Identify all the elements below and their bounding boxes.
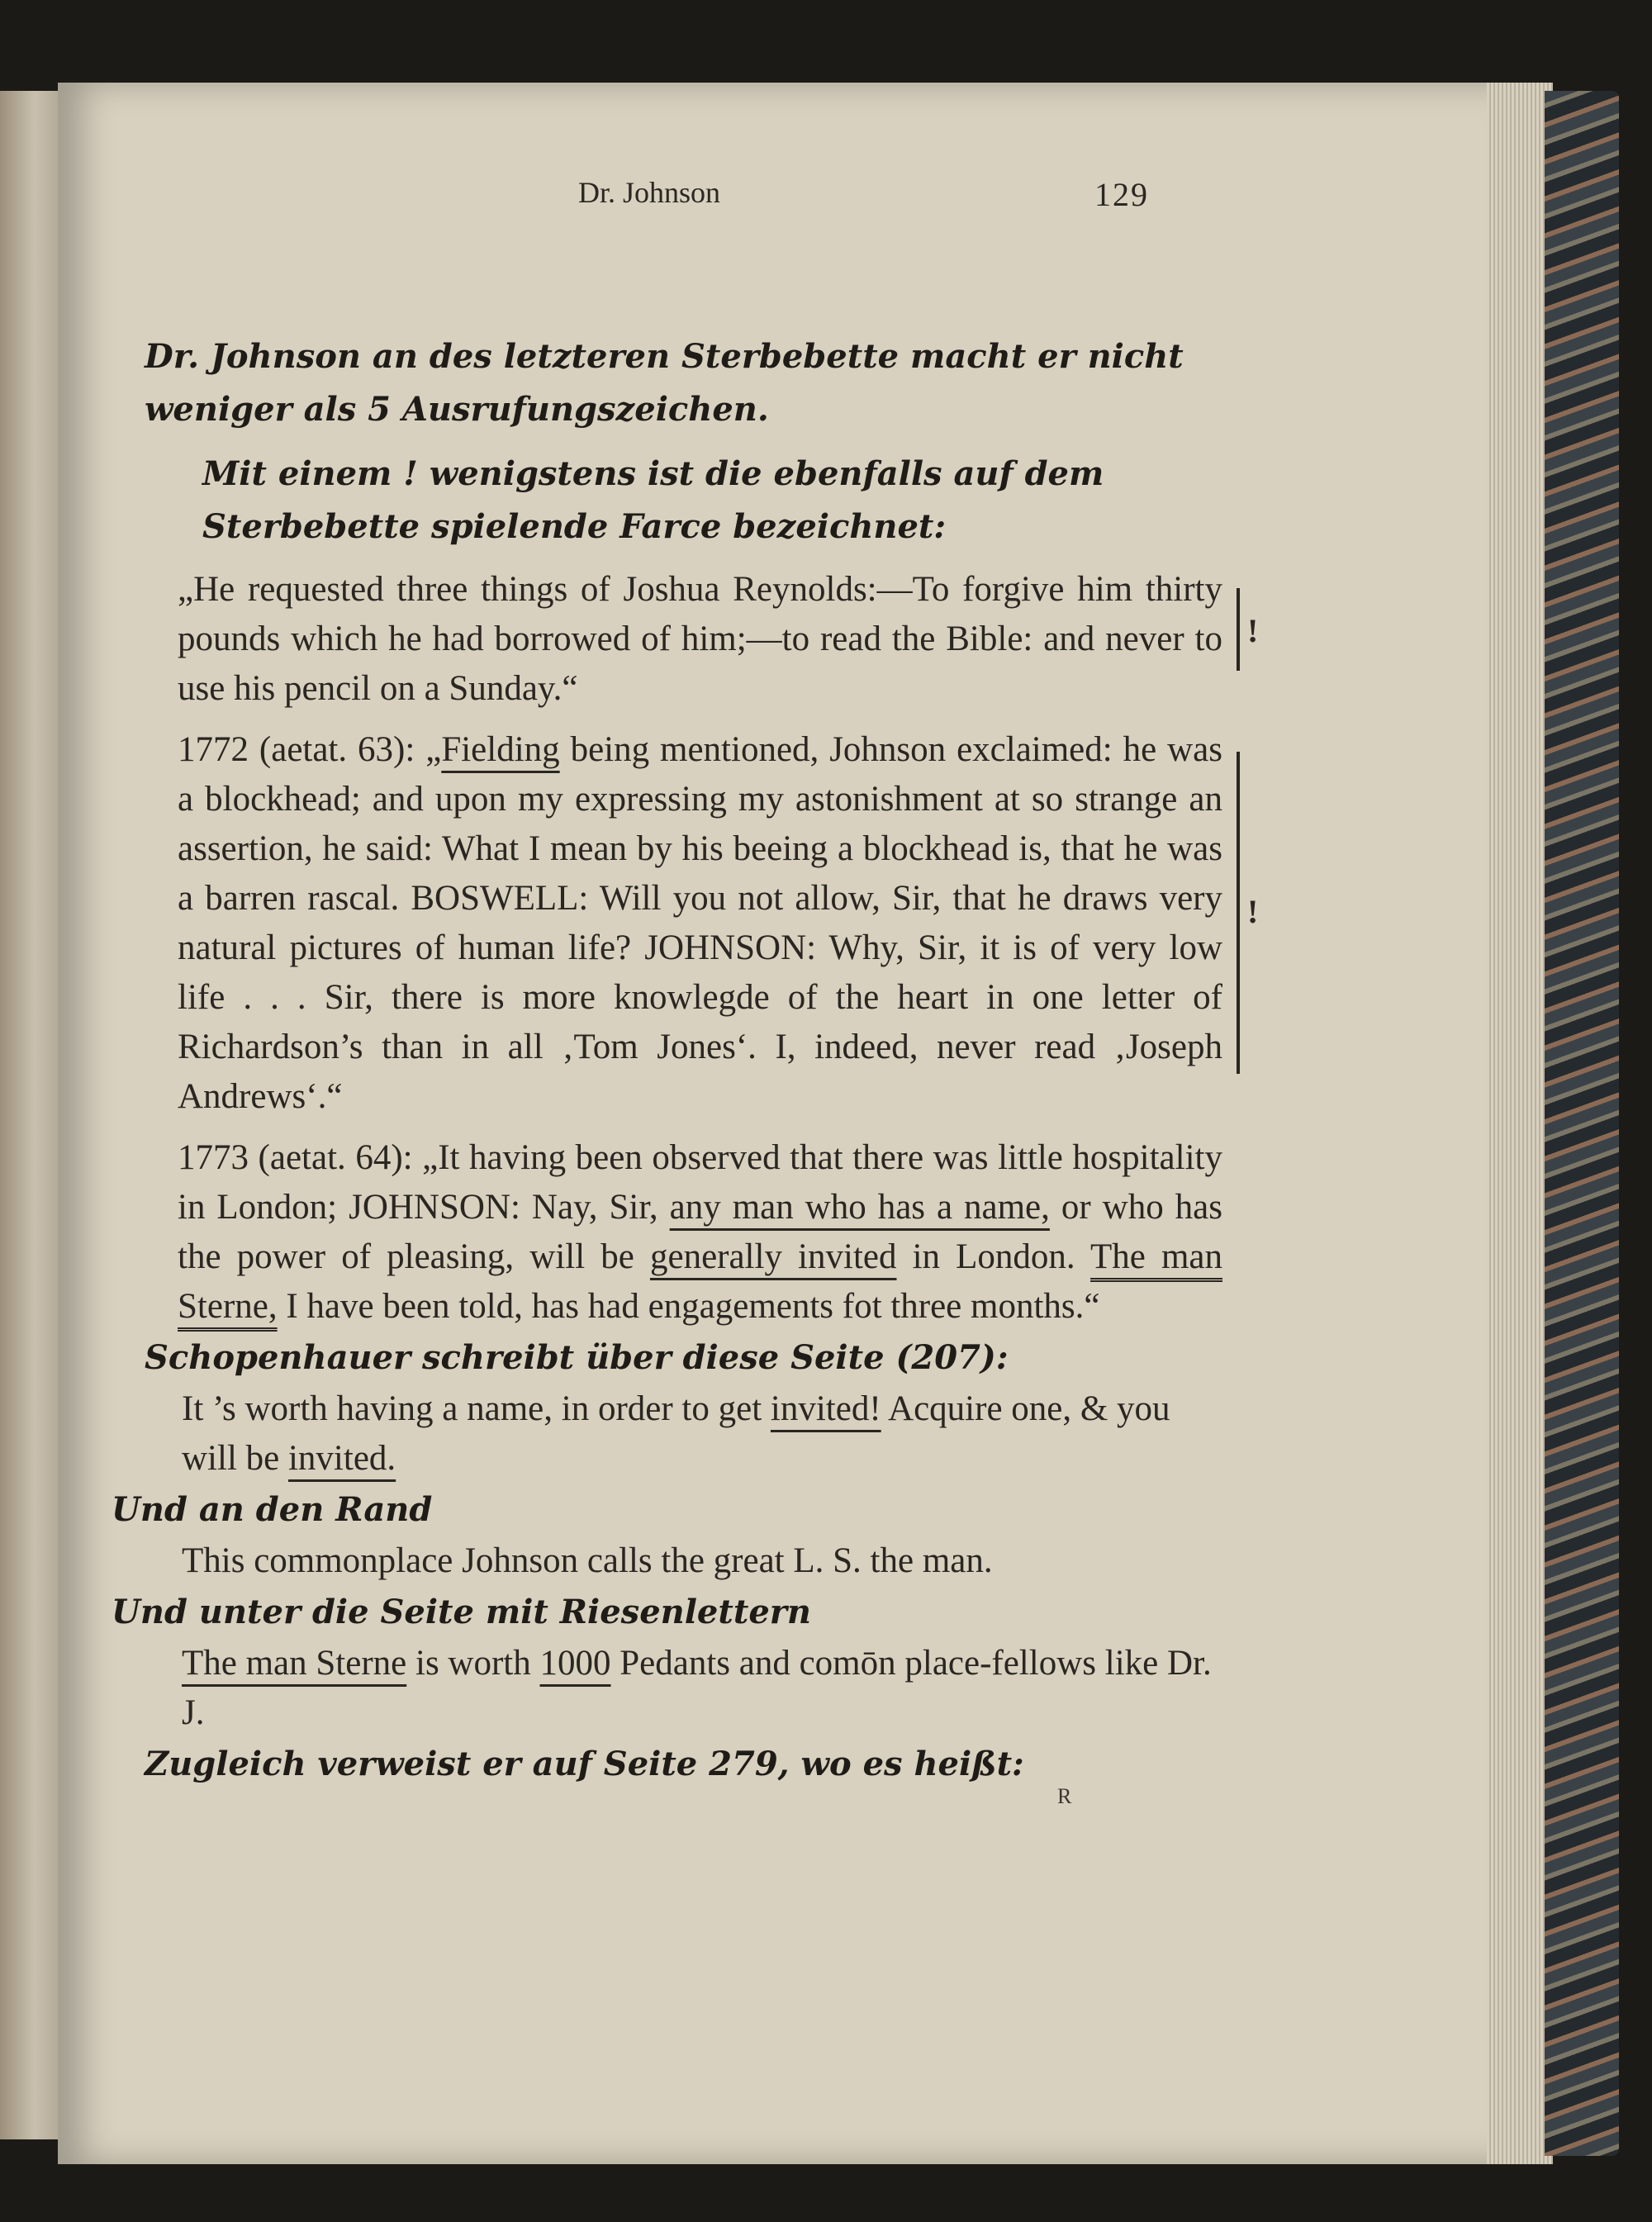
quote-reynolds: „He requested three things of Joshua Reynolds:—To forgive him thirty pounds which he had borrowed of him;—to read the Bible: and never to use his pencil on a Sunday.“ xyxy=(178,570,1222,708)
underline-fielding: Fielding xyxy=(441,730,560,769)
underline-generally-invited: generally invited xyxy=(649,1237,897,1276)
note-sterne-end: Pedants and comōn place-fellows like Dr. J. xyxy=(182,1644,1212,1732)
paragraph-schopenhauer: Schopenhauer schreibt über diese Seite (207): xyxy=(145,1338,1009,1377)
underline-man-sterne-2: The man Sterne xyxy=(182,1644,407,1683)
quote-fielding-date: 1772 (aetat. 63): „ xyxy=(178,730,442,769)
note-sterne xyxy=(145,1639,1222,1738)
note-invited-start: It ’s worth having a name, in order to get xyxy=(182,1389,771,1428)
underline-invited-2: invited. xyxy=(287,1439,396,1478)
note-sterne-mid: is worth xyxy=(406,1644,540,1683)
marbled-cover-edge xyxy=(1545,91,1619,2156)
quote-hospitality-mid2: in London. xyxy=(896,1237,1091,1276)
quote-hospitality-mid: or who has the power of pleasing, will be xyxy=(178,1188,1222,1276)
underline-invited-1: invited! xyxy=(770,1389,881,1428)
paragraph-intro: Dr. Johnson an des letzteren Sterbebette macht er nicht weniger als 5 Ausrufungszeichen. xyxy=(145,337,1184,429)
quote-hospitality-end: I have been told, has had engagements fot three months.“ xyxy=(277,1287,1100,1326)
note-invited xyxy=(145,1384,1222,1484)
underline-any-man: any man who has a name, xyxy=(669,1188,1050,1227)
quote-fielding xyxy=(145,725,1222,1122)
paragraph-farce: Mit einem ! wenigstens ist die ebenfalls auf dem Sterbebette spielende Farce bezeichnet: xyxy=(202,454,1104,546)
margin-line-1 xyxy=(1237,588,1240,671)
signature-mark: R xyxy=(1057,1784,1072,1808)
note-commonplace: This commonplace Johnson calls the great L. S. the man. xyxy=(182,1541,993,1580)
page-body xyxy=(112,330,1223,1791)
quote-fielding-text: being mentioned, Johnson exclaimed: he was a blockhead; and upon my expressing my astonishment at so strange an assertion, he said: What I mean by his beeing a blockhead is, that he was a barren rascal. BOSWELL: Will you not allow, Sir, that he draws very natural pictures of human life? JOHNSON: Why, Sir, it is of very low life . . . Sir, there is more knowlegde of the heart in one letter of Richardson’s than in all ‚Tom Jones‘. I, indeed, never read ‚Joseph Andrews‘.“ xyxy=(178,730,1222,1116)
left-page-edge xyxy=(0,91,60,2139)
running-title: Dr. Johnson xyxy=(578,176,721,209)
paragraph-margin: Und an den Rand xyxy=(112,1490,433,1529)
page-number: 129 xyxy=(1094,176,1149,213)
margin-exclamation-2: ! xyxy=(1247,893,1259,930)
margin-line-2 xyxy=(1237,752,1240,1074)
quote-hospitality xyxy=(145,1133,1222,1332)
paragraph-verweis: Zugleich verweist er auf Seite 279, wo es heißt: xyxy=(145,1745,1024,1783)
underline-1000: 1000 xyxy=(539,1644,611,1683)
page-edges xyxy=(1487,83,1553,2164)
margin-exclamation-1: ! xyxy=(1247,612,1259,649)
note-invited-mid: Acquire one, & you will be xyxy=(182,1389,1170,1478)
quote-hospitality-start: 1773 (aetat. 64): „It having been observed that there was little hospitality in London; JOHNSON: Nay, Sir, xyxy=(178,1138,1222,1227)
underline-man-sterne: The man Sterne, xyxy=(178,1237,1223,1326)
paragraph-riesenlettern: Und unter die Seite mit Riesenlettern xyxy=(112,1593,811,1631)
